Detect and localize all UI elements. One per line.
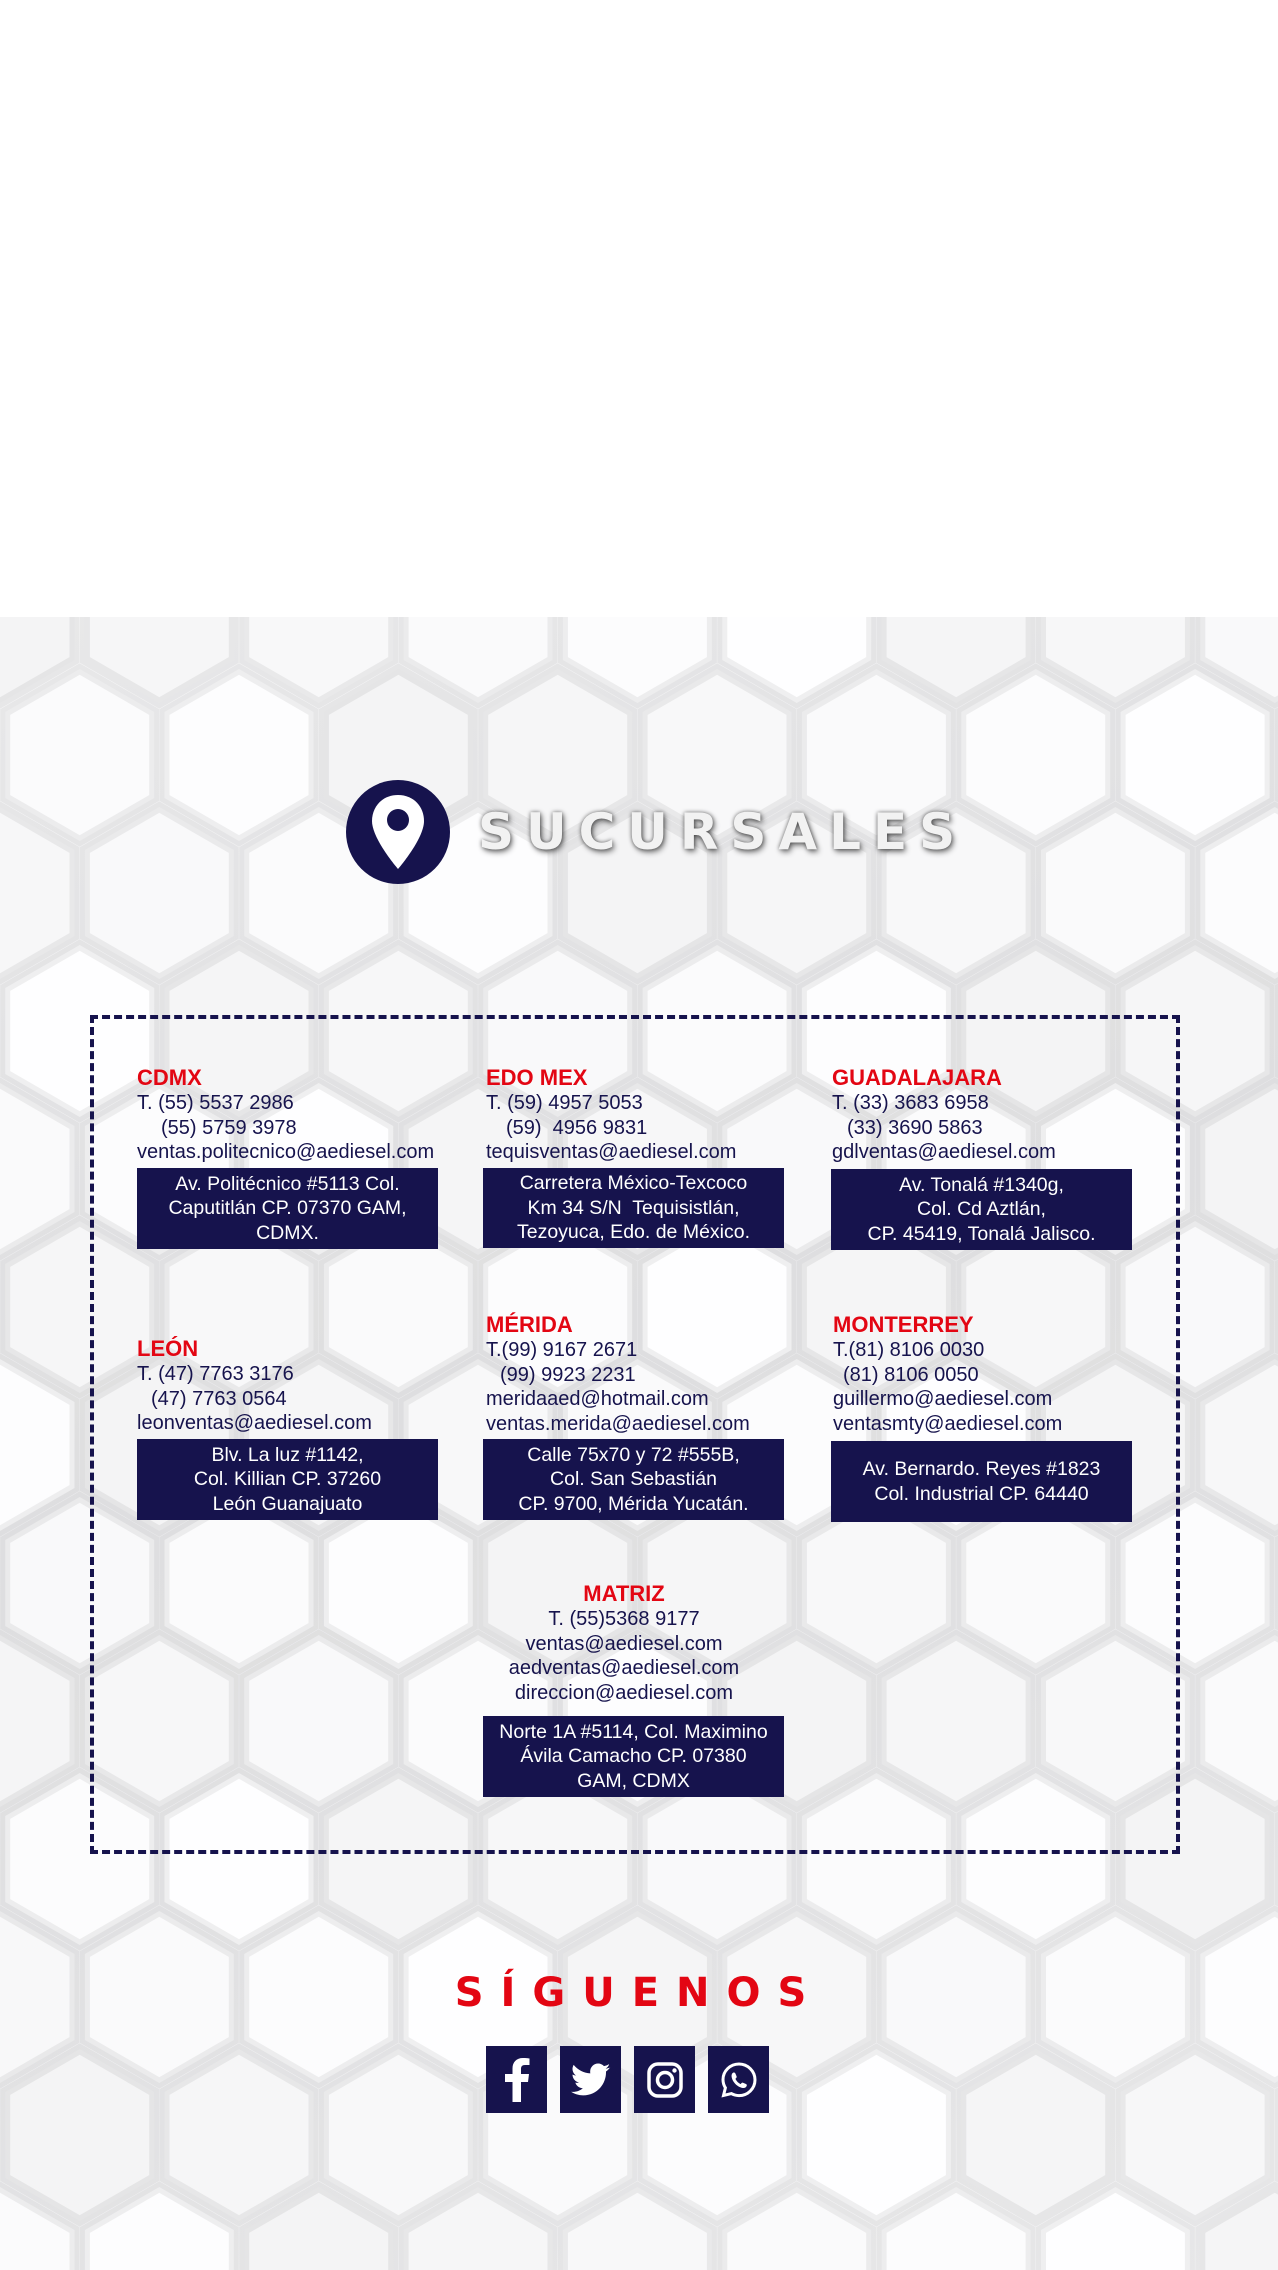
whatsapp-button[interactable]	[708, 2046, 769, 2113]
address-line: CDMX.	[256, 1221, 319, 1244]
address-line: Calle 75x70 y 72 #555B,	[527, 1443, 740, 1466]
instagram-button[interactable]	[634, 2046, 695, 2113]
address-line: Blv. La luz #1142,	[211, 1443, 364, 1466]
address-line: Km 34 S/N Tequisistlán,	[527, 1196, 740, 1219]
address-line: Av. Politécnico #5113 Col.	[175, 1172, 400, 1195]
hexagon-tile	[802, 2049, 951, 2221]
branch-name: GUADALAJARA	[832, 1065, 1002, 1090]
branch-email-2[interactable]: ventas.merida@aediesel.com	[486, 1412, 750, 1435]
branch-name: LEÓN	[137, 1336, 199, 1361]
branch-name: MONTERREY	[833, 1312, 974, 1337]
branch-address-cdmx	[137, 1168, 438, 1249]
branch-email-2[interactable]: aedventas@aediesel.com	[508, 1657, 740, 1679]
twitter-icon	[571, 2063, 611, 2097]
address-line: Col. Cd Aztlán,	[917, 1198, 1046, 1221]
branch-cdmx	[137, 1065, 434, 1165]
branch-phone-2: (99) 9923 2231	[500, 1363, 636, 1386]
branch-email[interactable]: tequisventas@aediesel.com	[486, 1141, 737, 1163]
facebook-button[interactable]	[486, 2046, 547, 2113]
branch-matriz	[474, 1581, 774, 1705]
address-line: Av. Tonalá #1340g,	[899, 1173, 1064, 1196]
twitter-button[interactable]	[560, 2046, 621, 2113]
branch-email[interactable]: ventas.politecnico@aediesel.com	[137, 1141, 435, 1163]
address-line: Col. Industrial CP. 64440	[874, 1482, 1089, 1505]
branch-name: CDMX	[137, 1065, 202, 1090]
branch-email-3[interactable]: direccion@aediesel.com	[514, 1681, 734, 1704]
hexagon-tile	[165, 669, 314, 841]
branch-email[interactable]: meridaaed@hotmail.com	[486, 1388, 709, 1410]
branch-phone: T. (55) 5537 2986	[137, 1092, 294, 1114]
branch-phone-2: (55) 5759 3978	[161, 1116, 297, 1139]
address-line: Col. San Sebastián	[550, 1468, 717, 1491]
social-links	[486, 2046, 769, 2113]
branch-phone-2: (59) 4956 9831	[506, 1116, 648, 1139]
address-line: Av. Bernardo. Reyes #1823	[862, 1458, 1101, 1480]
hexagon-tile	[165, 2049, 314, 2221]
address-line: Tezoyuca, Edo. de México.	[516, 1221, 751, 1244]
branch-merida	[486, 1312, 750, 1436]
branch-address-edomex	[483, 1168, 784, 1248]
branch-phone-2: (33) 3690 5863	[847, 1116, 983, 1139]
hexagon-tile	[85, 807, 234, 979]
hexagon-tile	[1041, 807, 1190, 979]
location-pin-icon	[346, 780, 450, 884]
branch-address-guadalajara	[831, 1169, 1132, 1250]
branches-header	[346, 780, 967, 884]
hexagon-tile	[1121, 669, 1270, 841]
branch-email[interactable]: leonventas@aediesel.com	[137, 1412, 372, 1434]
branch-address-monterrey	[831, 1441, 1132, 1522]
hexagon-tile	[324, 2049, 473, 2221]
hexagon-tile	[5, 669, 154, 841]
whatsapp-icon	[719, 2060, 759, 2100]
branch-phone-2: (47) 7763 0564	[151, 1387, 287, 1410]
branch-edomex	[486, 1065, 736, 1165]
branch-email-2[interactable]: ventasmty@aediesel.com	[833, 1412, 1063, 1435]
branch-address-leon	[137, 1439, 438, 1520]
hexagon-tile	[961, 669, 1110, 841]
branch-phone: T.(99) 9167 2671	[486, 1339, 638, 1361]
branch-phone: T. (59) 4957 5053	[486, 1092, 643, 1114]
instagram-icon	[646, 2061, 684, 2099]
branch-phone: T. (55)5368 9177	[548, 1608, 700, 1630]
branch-name: MÉRIDA	[486, 1312, 573, 1337]
address-line: Caputitlán CP. 07370 GAM,	[168, 1197, 407, 1220]
branch-address-matriz	[483, 1716, 784, 1797]
branch-address-merida	[483, 1439, 784, 1520]
hexagon-tile	[961, 2049, 1110, 2221]
follow-title: SÍGUENOS	[454, 1970, 824, 2016]
branch-leon	[137, 1336, 372, 1436]
address-line: CP. 45419, Tonalá Jalisco.	[867, 1222, 1096, 1245]
hexagon-tile	[1121, 2049, 1270, 2221]
address-line: León Guanajuato	[212, 1492, 363, 1515]
address-line: CP. 9700, Mérida Yucatán.	[518, 1492, 749, 1515]
address-line: Norte 1A #5114, Col. Maximino	[499, 1720, 768, 1743]
branch-phone-2: (81) 8106 0050	[843, 1363, 979, 1386]
address-line: Carretera México-Texcoco	[519, 1172, 748, 1195]
branch-phone: T. (47) 7763 3176	[137, 1363, 294, 1385]
branch-monterrey	[833, 1312, 1062, 1436]
branch-email[interactable]: guillermo@aediesel.com	[833, 1388, 1053, 1410]
branch-email[interactable]: ventas@aediesel.com	[525, 1632, 723, 1655]
address-line: Col. Killian CP. 37260	[193, 1468, 382, 1491]
branch-guadalajara	[832, 1065, 1056, 1165]
branch-email[interactable]: gdlventas@aediesel.com	[832, 1141, 1056, 1163]
address-line: Ávila Camacho CP. 07380	[520, 1745, 747, 1768]
branch-name: MATRIZ	[583, 1581, 665, 1606]
page-title: SUCURSALES	[478, 803, 968, 861]
branch-phone: T.(81) 8106 0030	[833, 1339, 985, 1361]
address-line: GAM, CDMX	[577, 1769, 690, 1792]
branch-phone: T. (33) 3683 6958	[832, 1092, 989, 1114]
branch-name: EDO MEX	[486, 1065, 588, 1090]
facebook-icon	[502, 2058, 532, 2102]
hexagon-tile	[5, 2049, 154, 2221]
